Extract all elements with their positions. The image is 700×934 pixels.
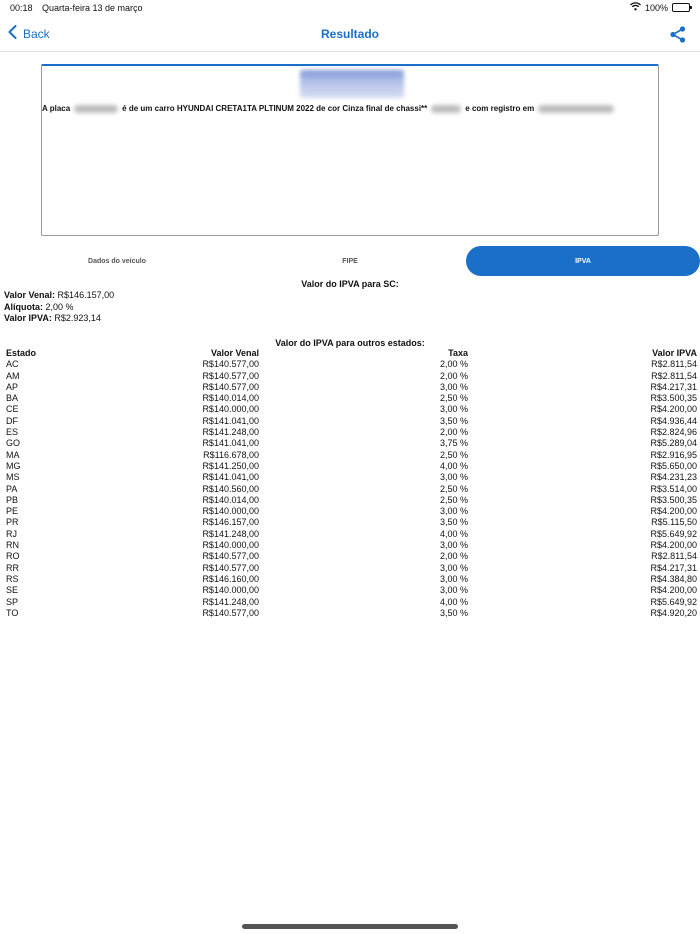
cell-ipva: R$2.811,54 (651, 551, 697, 562)
cell-taxa: 2,00 % (439, 370, 468, 381)
table-row (0, 529, 700, 540)
cell-estado: AM (6, 370, 20, 381)
table-row (0, 450, 700, 461)
vehicle-description (42, 104, 660, 113)
sc-aliquota-row (4, 302, 114, 314)
cell-ipva: R$5.115,50 (651, 517, 697, 528)
table-row (0, 506, 700, 517)
cell-estado: SP (6, 596, 19, 607)
cell-ipva: R$4.200,00 (650, 585, 697, 596)
table-row (0, 484, 700, 495)
cell-estado: MA (6, 449, 20, 460)
nav-bar (0, 18, 700, 52)
cell-estado: MS (6, 472, 20, 483)
share-button[interactable] (670, 26, 686, 48)
cell-estado: RO (6, 551, 20, 562)
cell-ipva: R$4.231,23 (650, 472, 697, 483)
cell-taxa: 3,00 % (439, 573, 468, 584)
cell-taxa: 3,00 % (439, 404, 468, 415)
redacted-plate (74, 105, 118, 113)
cell-venal: R$146.157,00 (202, 517, 259, 528)
header-ipva: Valor IPVA (652, 348, 697, 358)
cell-ipva: R$4.384,80 (650, 573, 697, 584)
cell-estado: ES (6, 427, 19, 438)
sc-venal-row (4, 290, 114, 302)
cell-taxa: 3,00 % (439, 585, 468, 596)
table-row (0, 404, 700, 415)
cell-ipva: R$3.500,35 (650, 494, 697, 505)
cell-venal: R$140.577,00 (202, 370, 259, 381)
cell-taxa: 2,50 % (439, 393, 468, 404)
cell-taxa: 2,50 % (439, 483, 468, 494)
cell-venal: R$140.577,00 (202, 551, 259, 562)
table-row (0, 517, 700, 528)
table-row (0, 393, 700, 404)
cell-taxa: 4,00 % (439, 528, 468, 539)
table-row (0, 461, 700, 472)
cell-taxa: 3,00 % (439, 506, 468, 517)
table-row (0, 438, 700, 449)
cell-venal: R$140.577,00 (202, 381, 259, 392)
status-date: Quarta-feira 13 de março (42, 3, 143, 13)
sc-section-title: Valor do IPVA para SC: (301, 279, 399, 289)
cell-ipva: R$4.217,31 (650, 381, 697, 392)
cell-taxa: 3,50 % (439, 415, 468, 426)
header-taxa: Taxa (448, 348, 468, 358)
brand-logo (300, 70, 404, 98)
table-row (0, 382, 700, 393)
cell-estado: PB (6, 494, 19, 505)
cell-ipva: R$5.649,92 (650, 596, 697, 607)
cell-taxa: 2,00 % (439, 551, 468, 562)
cell-ipva: R$2.811,54 (651, 370, 697, 381)
cell-venal: R$141.250,00 (202, 460, 259, 471)
cell-estado: CE (6, 404, 19, 415)
header-estado: Estado (6, 348, 37, 358)
cell-taxa: 3,50 % (439, 517, 468, 528)
table-row (0, 551, 700, 562)
header-venal: Valor Venal (210, 348, 259, 358)
sc-ipva-value: R$2.923,14 (54, 313, 101, 323)
cell-ipva: R$2.916,95 (650, 449, 697, 460)
table-row (0, 416, 700, 427)
battery-icon (672, 3, 690, 12)
cell-taxa: 3,00 % (439, 472, 468, 483)
tab-fipe[interactable]: FIPE (342, 257, 358, 265)
cell-estado: PE (6, 506, 19, 517)
cell-taxa: 3,00 % (439, 381, 468, 392)
tab-vehicle-data[interactable]: Dados do veículo (88, 257, 146, 265)
cell-estado: BA (6, 393, 19, 404)
cell-venal: R$140.560,00 (202, 483, 259, 494)
cell-ipva: R$4.217,31 (650, 562, 697, 573)
cell-taxa: 2,00 % (439, 359, 468, 370)
status-bar (0, 0, 700, 18)
table-row (0, 495, 700, 506)
cell-estado: RR (6, 562, 19, 573)
cell-venal: R$140.577,00 (202, 607, 259, 618)
description-part-3: e com registro em (465, 104, 535, 113)
cell-estado: TO (6, 607, 19, 618)
page-title: Resultado (320, 27, 379, 41)
cell-ipva: R$4.920,20 (650, 607, 697, 618)
sc-info (4, 290, 114, 325)
cell-estado: MG (6, 460, 21, 471)
table-row (0, 574, 700, 585)
cell-venal: R$140.000,00 (202, 404, 259, 415)
sc-aliquota-label: Alíquota: (4, 301, 43, 312)
cell-taxa: 4,00 % (439, 460, 468, 471)
cell-ipva: R$2.811,54 (651, 359, 697, 370)
cell-estado: RS (6, 573, 19, 584)
share-icon (670, 30, 686, 47)
description-part-2: é de um carro HYUNDAI CRETA1TA PLTINUM 2022 de cor Cinza final de chassi** (122, 104, 428, 113)
cell-venal: R$141.041,00 (202, 438, 259, 449)
cell-estado: AP (6, 381, 19, 392)
cell-venal: R$140.577,00 (202, 359, 259, 370)
table-row (0, 427, 700, 438)
table-row (0, 608, 700, 619)
cell-ipva: R$4.936,44 (650, 415, 697, 426)
cell-estado: PA (6, 483, 18, 494)
sc-ipva-label: Valor IPVA: (4, 313, 52, 323)
other-states-title: Valor do IPVA para outros estados: (275, 338, 425, 348)
sc-ipva-row (4, 313, 114, 325)
cell-taxa: 3,50 % (439, 607, 468, 618)
cell-venal: R$140.014,00 (202, 393, 259, 404)
sc-aliquota-value: 2,00 % (45, 301, 74, 312)
table-header (0, 348, 700, 359)
tab-ipva[interactable]: IPVA (466, 246, 700, 276)
cell-venal: R$140.000,00 (202, 540, 259, 551)
sc-venal-value: R$146.157,00 (57, 290, 115, 300)
cell-estado: PR (6, 517, 19, 528)
cell-taxa: 3,00 % (439, 562, 468, 573)
cell-estado: RN (6, 540, 19, 551)
home-indicator[interactable] (242, 924, 458, 929)
result-card (41, 64, 659, 236)
cell-ipva: R$5.650,00 (650, 460, 697, 471)
cell-venal: R$141.041,00 (202, 472, 259, 483)
cell-venal: R$116.678,00 (203, 449, 259, 460)
cell-taxa: 3,75 % (439, 438, 468, 449)
cell-taxa: 3,00 % (439, 540, 468, 551)
cell-venal: R$141.248,00 (202, 596, 259, 607)
cell-venal: R$141.248,00 (202, 528, 259, 539)
table-row (0, 597, 700, 608)
cell-ipva: R$4.200,00 (650, 404, 697, 415)
cell-estado: GO (6, 438, 21, 449)
table-row (0, 359, 700, 370)
table-row (0, 563, 700, 574)
cell-taxa: 2,50 % (439, 449, 468, 460)
ipva-table (0, 348, 700, 619)
cell-venal: R$140.014,00 (202, 494, 259, 505)
cell-venal: R$140.000,00 (202, 506, 259, 517)
cell-venal: R$141.041,00 (202, 415, 259, 426)
cell-ipva: R$2.824,96 (650, 427, 697, 438)
table-row (0, 472, 700, 483)
sc-venal-label: Valor Venal: (4, 290, 56, 300)
battery-percent: 100% (644, 2, 668, 13)
status-time: 00:18 (10, 3, 33, 13)
cell-ipva: R$5.289,04 (650, 438, 697, 449)
wifi-icon (630, 2, 641, 13)
cell-ipva: R$4.200,00 (650, 540, 697, 551)
cell-ipva: R$3.514,00 (650, 483, 697, 494)
status-right (630, 2, 690, 13)
cell-venal: R$141.248,00 (202, 427, 259, 438)
cell-estado: RJ (6, 528, 17, 539)
cell-venal: R$146.160,00 (202, 573, 259, 584)
cell-venal: R$140.577,00 (202, 562, 259, 573)
cell-taxa: 2,00 % (439, 427, 468, 438)
table-body (0, 359, 700, 619)
table-row (0, 371, 700, 382)
description-part-1: A placa (42, 104, 71, 113)
segment-tabs (0, 246, 700, 276)
cell-ipva: R$4.200,00 (650, 506, 697, 517)
cell-venal: R$140.000,00 (202, 585, 259, 596)
table-row (0, 540, 700, 551)
redacted-registration (538, 105, 614, 113)
cell-ipva: R$5.649,92 (650, 528, 697, 539)
redacted-chassis (431, 105, 461, 113)
cell-taxa: 2,50 % (439, 494, 468, 505)
cell-estado: DF (6, 415, 18, 426)
cell-taxa: 4,00 % (439, 596, 468, 607)
cell-estado: SE (6, 585, 19, 596)
cell-estado: AC (6, 359, 19, 370)
table-row (0, 585, 700, 596)
cell-ipva: R$3.500,35 (650, 393, 697, 404)
back-label: Back (23, 26, 50, 41)
